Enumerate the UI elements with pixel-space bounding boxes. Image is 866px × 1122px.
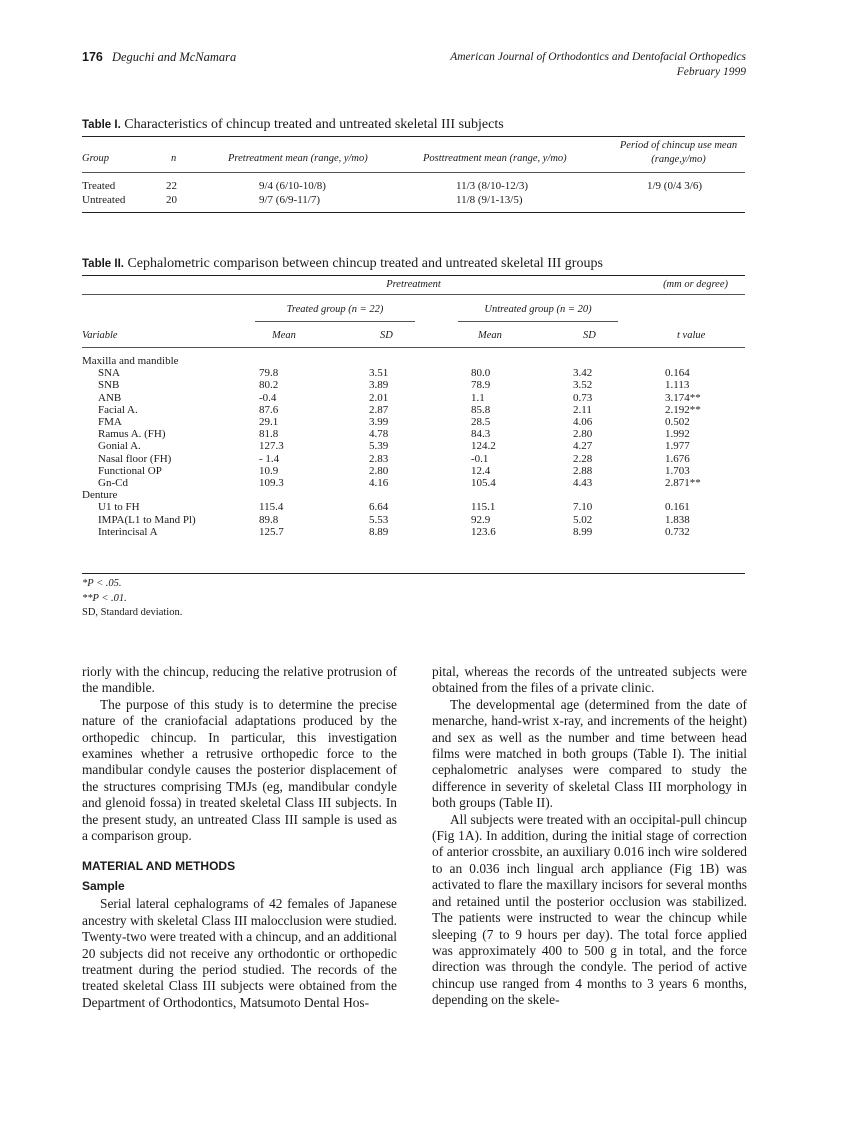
subsection-heading: Sample — [82, 878, 125, 893]
table1-cell-pre: 9/4 (6/10-10/8) — [259, 180, 326, 192]
footnote-p01: **P < .01. — [82, 593, 127, 604]
table2-cell-ts: 8.89 — [369, 525, 389, 538]
page-number: 176 — [82, 50, 103, 64]
table1-header-post: Posttreatment mean (range, y/mo) — [423, 153, 567, 164]
table1-top-rule — [82, 136, 745, 137]
table1-header-period-line2: (range,y/mo) — [651, 154, 706, 165]
table2-super-header: Pretreatment — [386, 279, 441, 290]
table1-cell-period: 1/9 (0/4 3/6) — [647, 180, 702, 192]
table2-cell-tm: 81.8 — [259, 428, 279, 441]
table1-header-period — [606, 139, 751, 167]
table1-cell-post: 11/8 (9/1-13/5) — [456, 194, 523, 206]
table2-cell-ts: 2.83 — [369, 452, 389, 465]
table2-cell-us: 3.42 — [573, 367, 593, 380]
running-header-left — [82, 50, 236, 65]
table2-cell-tm: 80.2 — [259, 379, 279, 392]
table2-cell-um: 84.3 — [471, 428, 491, 441]
section-heading: MATERIAL AND METHODS — [82, 859, 236, 874]
table1-header-period-line1: Period of chincup use mean — [619, 140, 738, 151]
running-authors: Deguchi and McNamara — [111, 50, 237, 64]
table2-cell-t: 1.113 — [665, 379, 690, 392]
table2-cell-um: 80.0 — [471, 367, 491, 380]
table2-cell-us: 5.02 — [573, 513, 593, 526]
table2-cell-us: 4.27 — [573, 440, 593, 453]
table2-label: Table II. — [82, 258, 124, 270]
table2-untreated-group-header: Untreated group (n = 20) — [484, 304, 592, 315]
table1-header-pre: Pretreatment mean (range, y/mo) — [228, 153, 368, 164]
footnote-sd: SD, Standard deviation. — [82, 607, 183, 618]
table2-cell-um: 28.5 — [471, 416, 491, 428]
table2-cell-tm: 29.1 — [259, 416, 279, 428]
table2-cell-variable: Ramus A. (FH) — [98, 428, 166, 441]
table2-cell-ts: 2.80 — [369, 464, 389, 477]
table1-label: Table I. — [82, 119, 121, 131]
table2-cell-t: 2.871** — [665, 477, 701, 489]
table2-col-variable: Variable — [82, 330, 118, 341]
table2-cell-ts: 5.53 — [369, 513, 389, 526]
table1-cell-group: Untreated — [82, 194, 126, 206]
table2-caption — [82, 256, 603, 272]
table2-cell-us: 4.06 — [573, 416, 593, 428]
paragraph: All subjects were treated with an occipital-pull chincup (Fig 1A). In addition, during the initial stage of correction of anterior crossbite, an auxiliary 0.016 inch wire soldered to an 0.036 inch lingual arch appliance (Fig 1B) was activated to flare the maxillary incisors for several months and retained until the posterior occlusion was stabilized. The patients were instructed to wear the chincup while sleeping (7 to 9 hours per day). The total force applied was approximately 400 to 500 g in total, and the force direction was through the condyle. The period of active chincup use ranged from 4 months to 3 years 6 months, depending on the skele- — [432, 811, 747, 1008]
table2-bottom-rule — [82, 573, 745, 574]
table2-cell-um: -0.1 — [471, 452, 489, 465]
table2-cell-tm: 115.4 — [259, 501, 284, 514]
paragraph: The purpose of this study is to determine the precise nature of the craniofacial adaptations produced by the orthopedic chincup. In particular, this investigation examines whether a retrusive orthopedic force to the mandibular condyle causes the posterior displacement of the structures comprising TMJs (eg, mandibular condyle and glenoid fossa) in treated skeletal Class III subjects. In the present study, an untreated Class III sample is used as a comparison group. — [82, 696, 397, 844]
table2-cell-us: 7.10 — [573, 501, 593, 514]
table2-cell-variable: Interincisal A — [98, 525, 158, 538]
table2-cell-t: 1.703 — [665, 464, 690, 477]
table2-cell-t: 3.174** — [665, 391, 701, 404]
body-column-right — [432, 664, 747, 1009]
table2-cell-variable: Nasal floor (FH) — [98, 452, 172, 465]
table2-cell-variable: IMPA(L1 to Mand Pl) — [98, 513, 196, 526]
table2-cell-us: 2.11 — [573, 403, 592, 416]
table2-cell-t: 1.838 — [665, 513, 690, 526]
table1-header-group: Group — [82, 153, 110, 164]
paragraph: pital, whereas the records of the untreated subjects were obtained from the files of a private clinic. — [432, 664, 747, 696]
table2-cell-variable: FMA — [98, 416, 122, 428]
table2-cell-t: 2.192** — [665, 403, 701, 416]
table2-cell-tm: 109.3 — [259, 477, 284, 489]
table1-caption — [82, 117, 504, 133]
table2-units: (mm or degree) — [663, 279, 728, 290]
table2-cell-ts: 3.99 — [369, 416, 389, 428]
table2-cell-ts: 3.51 — [369, 367, 389, 380]
table1-cell-n: 20 — [166, 194, 177, 206]
paragraph: The developmental age (determined from the date of menarche, hand-wrist x-ray, and increments of the height) and sex as well as the number and time between head films were matched in both groups (Table I). The initial cephalometric analyses were compared to study the difference in severity of skeletal Class III morphology in both groups (Table II). — [432, 696, 747, 811]
table2-cell-tm: 10.9 — [259, 464, 279, 477]
table1-cell-pre: 9/7 (6/9-11/7) — [259, 194, 320, 206]
table2-cell-t: 1.676 — [665, 452, 690, 465]
table2-cell-us: 3.52 — [573, 379, 593, 392]
table1-cell-group: Treated — [82, 180, 116, 192]
table2-super-rule — [82, 294, 745, 295]
table2-cell-um: 85.8 — [471, 403, 491, 416]
table2-title: Cephalometric comparison between chincup treated and untreated skeletal III groups — [127, 256, 603, 271]
table2-cell-tm: 79.8 — [259, 367, 279, 380]
table2-cell-us: 4.43 — [573, 477, 593, 489]
paragraph: Serial lateral cephalograms of 42 females of Japanese ancestry with skeletal Class III malocclusion were studied. Twenty-two were treated with a chincup, and an additional 20 subjects did not receive any orthodontic or orthopedic treatment during the period studied. The records of the treated skeletal Class III subjects were obtained from the Department of Orthodontics, Matsumoto Dental Hos- — [82, 896, 397, 1010]
table2-cell-ts: 2.01 — [369, 391, 389, 404]
table2-cell-um: 1.1 — [471, 391, 485, 404]
table2-header-rule — [82, 347, 745, 348]
table2-section-heading: Maxilla and mandible — [82, 355, 179, 367]
table2-cell-variable: SNA — [98, 367, 121, 380]
table2-cell-t: 0.502 — [665, 416, 690, 428]
table2-col-t: t value — [677, 330, 706, 341]
table2-cell-ts: 3.89 — [369, 379, 389, 392]
journal-name: American Journal of Orthodontics and Dentofacial Orthopedics — [450, 51, 746, 63]
table2-cell-tm: 125.7 — [259, 525, 284, 538]
table2-cell-tm: 87.6 — [259, 403, 279, 416]
table2-cell-t: 0.161 — [665, 501, 690, 514]
table2-cell-variable: U1 to FH — [98, 501, 140, 514]
table2-cell-um: 92.9 — [471, 513, 491, 526]
table2-cell-tm: 89.8 — [259, 513, 279, 526]
table2-section-heading: Denture — [82, 489, 118, 502]
table2-treated-underline — [255, 321, 415, 322]
table2-cell-variable: SNB — [98, 379, 120, 392]
table2-col-treated-sd: SD — [380, 330, 393, 341]
table2-cell-tm: 127.3 — [259, 440, 284, 453]
table1-bottom-rule — [82, 212, 745, 213]
table2-cell-t: 1.992 — [665, 428, 690, 441]
table2-cell-tm: -0.4 — [259, 391, 277, 404]
table2-cell-um: 124.2 — [471, 440, 496, 453]
table2-cell-ts: 4.78 — [369, 428, 389, 441]
table1-header-n: n — [171, 153, 177, 164]
table2-treated-group-header: Treated group (n = 22) — [286, 304, 384, 315]
table1-cell-n: 22 — [166, 180, 177, 192]
table2-cell-variable: Functional OP — [98, 464, 162, 477]
table2-cell-t: 0.732 — [665, 525, 690, 538]
table2-cell-um: 115.1 — [471, 501, 496, 514]
table2-col-untreated-mean: Mean — [478, 330, 502, 341]
table2-cell-ts: 6.64 — [369, 501, 389, 514]
table2-top-rule — [82, 275, 745, 276]
running-header-right — [450, 50, 746, 80]
table2-cell-variable: Gn-Cd — [98, 477, 128, 489]
table2-cell-t: 0.164 — [665, 367, 690, 380]
table2-cell-tm: - 1.4 — [259, 452, 280, 465]
table2-cell-us: 8.99 — [573, 525, 593, 538]
table1-title: Characteristics of chincup treated and untreated skeletal III subjects — [124, 117, 504, 132]
table2-cell-um: 105.4 — [471, 477, 496, 489]
table1-header-rule — [82, 172, 745, 173]
table2-cell-variable: ANB — [98, 391, 122, 404]
table2-cell-variable: Gonial A. — [98, 440, 141, 453]
table2-col-treated-mean: Mean — [272, 330, 296, 341]
table2-cell-us: 2.28 — [573, 452, 593, 465]
table2-cell-um: 123.6 — [471, 525, 496, 538]
table2-cell-ts: 2.87 — [369, 403, 389, 416]
table2-cell-ts: 4.16 — [369, 477, 389, 489]
paragraph: riorly with the chincup, reducing the relative protrusion of the mandible. — [82, 664, 397, 696]
table2-cell-us: 2.88 — [573, 464, 593, 477]
table2-cell-um: 12.4 — [471, 464, 491, 477]
table2-cell-t: 1.977 — [665, 440, 690, 453]
table2-cell-us: 0.73 — [573, 391, 593, 404]
table2-cell-ts: 5.39 — [369, 440, 389, 453]
table2-cell-us: 2.80 — [573, 428, 593, 441]
footnote-p05: *P < .05. — [82, 578, 122, 589]
issue-date: February 1999 — [676, 66, 746, 78]
table2-col-untreated-sd: SD — [583, 330, 596, 341]
table2-cell-um: 78.9 — [471, 379, 491, 392]
table1-cell-post: 11/3 (8/10-12/3) — [456, 180, 528, 192]
table2-untreated-underline — [458, 321, 618, 322]
table2-cell-variable: Facial A. — [98, 403, 138, 416]
body-column-left — [82, 664, 397, 1011]
